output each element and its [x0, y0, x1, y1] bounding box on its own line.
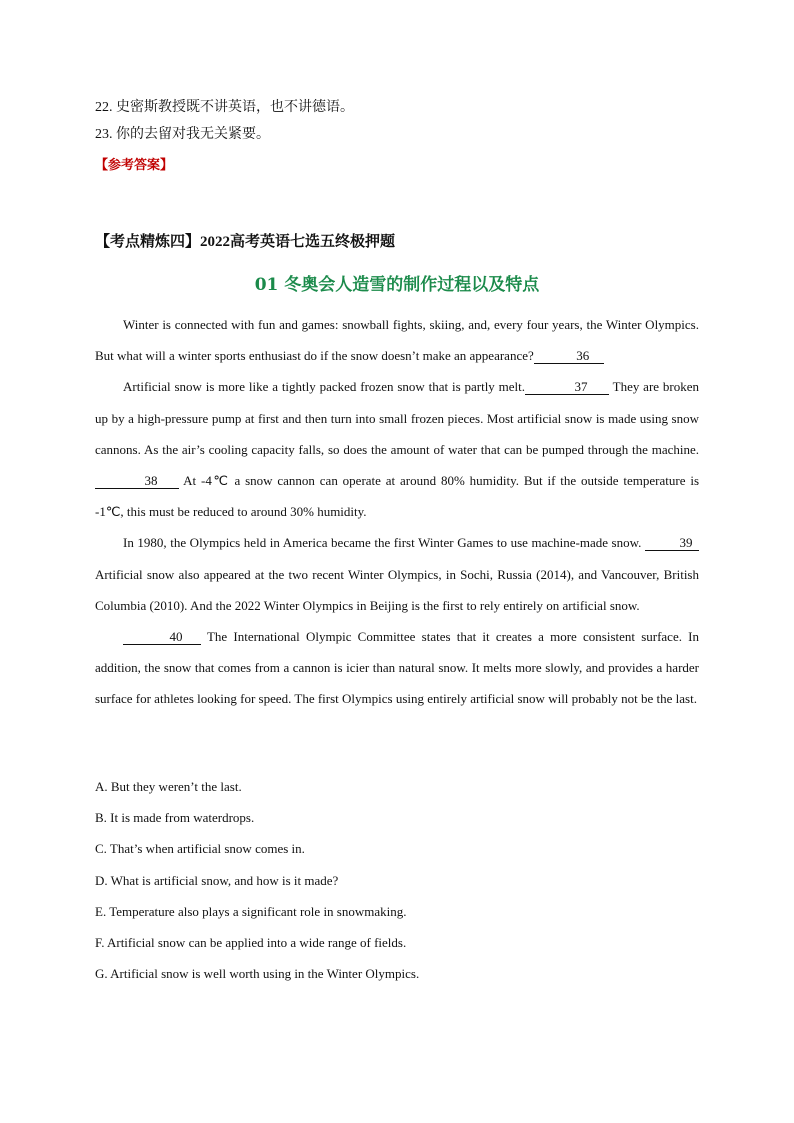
passage-title: 01 冬奥会人造雪的制作过程以及特点	[254, 275, 540, 295]
paragraph-text: They are broken up by a high-pressure pump at first and then turn into small frozen pieces. Most artificial snow is made using snow cannons. As the air’s cooling capacity falls, so does the amount of water that can be pumped through the machine.	[95, 379, 700, 457]
option-b: B. It is made from waterdrops.	[95, 810, 255, 826]
option-f: F. Artificial snow can be applied into a wide range of fields.	[95, 934, 407, 950]
paragraph-text: The International Olympic Committee states that it creates a more consistent surface. In addition, the snow that comes from a cannon is icier than natural snow. It melts more slowly, and provides a harder surface for athletes looking for speed. The first Olympics using entirely artificial snow will probably not be the last.	[95, 629, 699, 707]
paragraph-text: At -4℃ a snow cannon can operate at around 80% humidity. But if the outside temperature is -1℃, this must be reduced to around 30% humidity.	[95, 473, 699, 520]
paragraph-text: Artificial snow also appeared at the two recent Winter Olympics, in Sochi, Russia (2014), and Vancouver, British Columbia (2010). And the 2022 Winter Olympics in Beijing is the first to rely entirely on artificial snow.	[95, 566, 699, 613]
translation-item-22: 22. 史密斯教授既不讲英语，也不讲德语。	[95, 100, 354, 115]
option-c: C. That’s when artificial snow comes in.	[95, 841, 305, 857]
blank-39: 39	[645, 536, 699, 551]
section-heading: 【考点精炼四】2022高考英语七选五终极押题	[95, 234, 396, 250]
option-g: G. Artificial snow is well worth using in the Winter Olympics.	[95, 966, 420, 982]
paragraph-text: Winter is connected with fun and games: snowball fights, skiing, and, every four years, the Winter Olympics. But what will a winter sports enthusiast do if the snow doesn’t make an appearance?	[95, 317, 699, 364]
answer-options	[95, 778, 699, 996]
translation-item-23: 23. 你的去留对我无关紧要。	[95, 127, 270, 142]
blank-38: 38	[95, 474, 179, 489]
passage-body	[95, 309, 699, 715]
passage-paragraph-3	[95, 527, 699, 621]
paragraph-text: In 1980, the Olympics held in America became the first Winter Games to use machine-made snow.	[123, 535, 645, 551]
blank-36: 36	[534, 349, 604, 364]
passage-paragraph-4	[95, 621, 699, 715]
passage-paragraph-2	[95, 371, 699, 527]
option-a: A. But they weren’t the last.	[95, 779, 242, 794]
blank-37: 37	[525, 380, 609, 395]
blank-40: 40	[123, 630, 201, 645]
reference-answer-label: 【参考答案】	[95, 158, 174, 173]
paragraph-text: Artificial snow is more like a tightly packed frozen snow that is partly melt.	[123, 379, 526, 395]
option-e: E. Temperature also plays a significant role in snowmaking.	[95, 903, 407, 919]
option-d: D. What is artificial snow, and how is it made?	[95, 872, 339, 888]
passage-paragraph-1	[95, 309, 699, 371]
